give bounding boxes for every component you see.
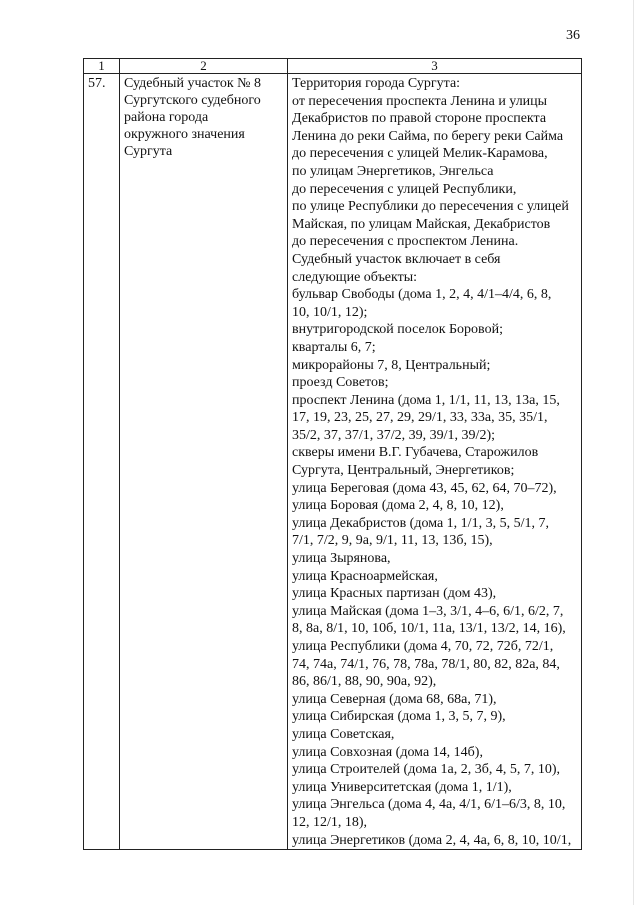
- territory-line: Сургута, Центральный, Энергетиков;: [292, 463, 515, 479]
- territory-line: 86, 86/1, 88, 90, 90а, 92),: [292, 674, 437, 690]
- territory-line: внутригородской поселок Боровой;: [292, 322, 503, 338]
- territory-line: микрорайоны 7, 8, Центральный;: [292, 357, 491, 373]
- court-districts-table: [83, 58, 582, 850]
- territory-line: Декабристов по правой стороне проспекта: [292, 111, 547, 127]
- territory-line: улица Береговая (дома 43, 45, 62, 64, 70–72),: [292, 480, 557, 496]
- territory-line: улица Боровая (дома 2, 4, 8, 10, 12),: [292, 498, 504, 514]
- territory-line: улица Университетская (дома 1, 1/1),: [292, 779, 512, 795]
- territory-line: проезд Советов;: [292, 375, 389, 391]
- district-name: [120, 74, 288, 850]
- territory-line: от пересечения проспекта Ленина и улицы: [292, 93, 548, 109]
- territory-line: следующие объекты:: [292, 269, 418, 285]
- territory-line: Территория города Сургута:: [292, 76, 461, 91]
- territory-line: Майская, по улицам Майская, Декабристов: [292, 216, 551, 232]
- territory-line: улица Строителей (дома 1а, 2, 3б, 4, 5, 7, 10),: [292, 762, 561, 778]
- territory-line: улица Майская (дома 1–3, 3/1, 4–6, 6/1, 6/2, 7,: [292, 603, 564, 619]
- row-number: 57.: [84, 74, 120, 850]
- territory-line: улица Совхозная (дома 14, 14б),: [292, 744, 483, 760]
- territory-line: Судебный участок включает в себя: [292, 251, 501, 267]
- territory-line: улица Республики (дома 4, 70, 72, 72б, 72/1,: [292, 639, 554, 654]
- district-name-line: Сургутского судебного: [124, 93, 261, 108]
- territory-line: 12, 12/1, 18),: [292, 814, 368, 830]
- territory-line: улица Зырянова,: [292, 551, 391, 567]
- territory-line: бульвар Свободы (дома 1, 2, 4, 4/1–4/4, 6, 8,: [292, 287, 552, 303]
- territory-line: кварталы 6, 7;: [292, 339, 376, 355]
- district-name-line: окружного значения: [124, 127, 245, 142]
- territory-line: до пересечения с улицей Мелик-Карамова,: [292, 146, 548, 162]
- territory-line: улица Красных партизан (дом 43),: [292, 586, 497, 602]
- district-name-line: Сургута: [124, 144, 173, 159]
- table-row: [84, 74, 582, 850]
- column-header-1: 1: [84, 59, 120, 74]
- territory-line: до пересечения с проспектом Ленина.: [292, 234, 519, 250]
- territory-line: улица Энгельса (дома 4, 4а, 4/1, 6/1–6/3, 8, 10,: [292, 797, 566, 813]
- territory-line: улица Северная (дома 68, 68а, 71),: [292, 691, 497, 707]
- territory-line: 7/1, 7/2, 9, 9а, 9/1, 11, 13, 13б, 15),: [292, 533, 493, 549]
- territory-line: 8, 8а, 8/1, 10, 10б, 10/1, 11а, 13/1, 13/2, 14, 16),: [292, 621, 566, 637]
- column-header-2: 2: [120, 59, 288, 74]
- territory-line: по улицам Энергетиков, Энгельса: [292, 163, 494, 179]
- territory-line: улица Красноармейская,: [292, 568, 438, 584]
- territory-line: 17, 19, 23, 25, 27, 29, 29/1, 33, 33а, 35, 35/1,: [292, 410, 548, 426]
- territory-line: 74, 74а, 74/1, 76, 78, 78а, 78/1, 80, 82, 82а, 84,: [292, 656, 560, 672]
- territory-description: [288, 74, 582, 850]
- territory-line: скверы имени В.Г. Губачева, Старожилов: [292, 445, 539, 461]
- page-edge-shadow: [633, 0, 634, 905]
- territory-line: по улице Республики до пересечения с улицей: [292, 199, 569, 215]
- table-header-row: [84, 59, 582, 74]
- column-header-3: 3: [288, 59, 582, 74]
- page-number: 36: [566, 28, 580, 43]
- territory-line: улица Сибирская (дома 1, 3, 5, 7, 9),: [292, 709, 506, 725]
- territory-line: улица Советская,: [292, 726, 395, 742]
- territory-line: Ленина до реки Сайма, по берегу реки Сайма: [292, 128, 564, 144]
- territory-line: 10, 10/1, 12);: [292, 304, 368, 320]
- territory-line: улица Декабристов (дома 1, 1/1, 3, 5, 5/1, 7,: [292, 515, 549, 531]
- territory-line: улица Энергетиков (дома 2, 4, 4а, 6, 8, 10, 10/1,: [292, 832, 572, 848]
- district-name-line: района города: [124, 110, 209, 125]
- district-name-line: Судебный участок № 8: [124, 76, 262, 91]
- territory-line: до пересечения с улицей Республики,: [292, 181, 517, 197]
- territory-line: проспект Ленина (дома 1, 1/1, 11, 13, 13а, 15,: [292, 392, 560, 408]
- territory-line: 35/2, 37, 37/1, 37/2, 39, 39/1, 39/2);: [292, 427, 495, 443]
